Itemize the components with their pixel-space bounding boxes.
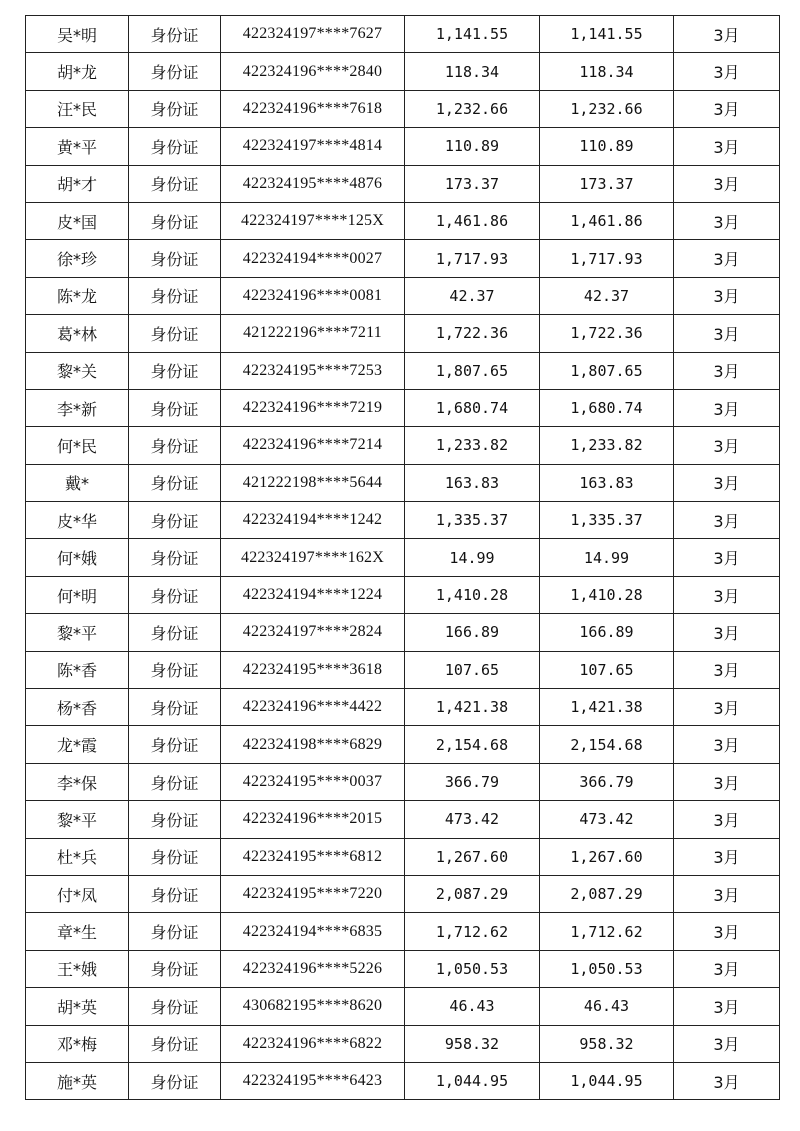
amount-paid-cell: 1,717.93 [540, 240, 674, 277]
amount-paid-cell: 958.32 [540, 1025, 674, 1062]
id-number-cell: 422324196****7214 [221, 427, 405, 464]
month-cell: 3月 [674, 502, 780, 539]
id-number-cell: 430682195****8620 [221, 988, 405, 1025]
id-number-cell: 422324196****2015 [221, 801, 405, 838]
amount-cell: 1,335.37 [405, 502, 540, 539]
table-row [26, 614, 780, 651]
id-number-cell: 422324195****7253 [221, 352, 405, 389]
id-type-cell: 身份证 [129, 315, 221, 352]
amount-paid-cell: 1,807.65 [540, 352, 674, 389]
id-number-cell: 422324196****2840 [221, 53, 405, 90]
month-cell: 3月 [674, 53, 780, 90]
name-cell: 李*新 [26, 389, 129, 426]
amount-cell: 1,461.86 [405, 202, 540, 239]
name-cell: 施*英 [26, 1062, 129, 1099]
id-type-cell: 身份证 [129, 427, 221, 464]
id-type-cell: 身份证 [129, 53, 221, 90]
table-row [26, 539, 780, 576]
payment-table [25, 15, 780, 1100]
amount-cell: 1,233.82 [405, 427, 540, 464]
id-type-cell: 身份证 [129, 988, 221, 1025]
name-cell: 皮*国 [26, 202, 129, 239]
amount-paid-cell: 107.65 [540, 651, 674, 688]
amount-paid-cell: 1,410.28 [540, 576, 674, 613]
amount-cell: 163.83 [405, 464, 540, 501]
name-cell: 黎*关 [26, 352, 129, 389]
name-cell: 杨*香 [26, 689, 129, 726]
amount-paid-cell: 2,154.68 [540, 726, 674, 763]
amount-paid-cell: 1,233.82 [540, 427, 674, 464]
name-cell: 徐*珍 [26, 240, 129, 277]
table-row [26, 389, 780, 426]
month-cell: 3月 [674, 427, 780, 464]
id-number-cell: 422324197****4814 [221, 128, 405, 165]
amount-cell: 1,807.65 [405, 352, 540, 389]
amount-cell: 473.42 [405, 801, 540, 838]
amount-paid-cell: 1,232.66 [540, 90, 674, 127]
amount-cell: 366.79 [405, 763, 540, 800]
amount-paid-cell: 1,461.86 [540, 202, 674, 239]
amount-cell: 1,050.53 [405, 950, 540, 987]
id-type-cell: 身份证 [129, 801, 221, 838]
amount-paid-cell: 2,087.29 [540, 875, 674, 912]
month-cell: 3月 [674, 539, 780, 576]
amount-paid-cell: 473.42 [540, 801, 674, 838]
id-type-cell: 身份证 [129, 651, 221, 688]
amount-cell: 107.65 [405, 651, 540, 688]
amount-cell: 42.37 [405, 277, 540, 314]
id-type-cell: 身份证 [129, 875, 221, 912]
amount-cell: 958.32 [405, 1025, 540, 1062]
month-cell: 3月 [674, 16, 780, 53]
amount-cell: 1,717.93 [405, 240, 540, 277]
month-cell: 3月 [674, 801, 780, 838]
name-cell: 陈*龙 [26, 277, 129, 314]
name-cell: 何*明 [26, 576, 129, 613]
id-type-cell: 身份证 [129, 165, 221, 202]
id-type-cell: 身份证 [129, 389, 221, 426]
month-cell: 3月 [674, 875, 780, 912]
id-type-cell: 身份证 [129, 502, 221, 539]
amount-cell: 2,154.68 [405, 726, 540, 763]
name-cell: 胡*英 [26, 988, 129, 1025]
amount-cell: 1,141.55 [405, 16, 540, 53]
name-cell: 李*保 [26, 763, 129, 800]
amount-paid-cell: 110.89 [540, 128, 674, 165]
id-number-cell: 422324196****6822 [221, 1025, 405, 1062]
amount-paid-cell: 1,421.38 [540, 689, 674, 726]
name-cell: 龙*霞 [26, 726, 129, 763]
id-number-cell: 422324196****5226 [221, 950, 405, 987]
id-number-cell: 422324195****6812 [221, 838, 405, 875]
id-type-cell: 身份证 [129, 352, 221, 389]
table-row [26, 838, 780, 875]
month-cell: 3月 [674, 763, 780, 800]
table-row [26, 1025, 780, 1062]
id-type-cell: 身份证 [129, 90, 221, 127]
month-cell: 3月 [674, 988, 780, 1025]
amount-cell: 2,087.29 [405, 875, 540, 912]
name-cell: 王*娥 [26, 950, 129, 987]
month-cell: 3月 [674, 165, 780, 202]
month-cell: 3月 [674, 202, 780, 239]
amount-cell: 173.37 [405, 165, 540, 202]
table-row [26, 352, 780, 389]
id-type-cell: 身份证 [129, 128, 221, 165]
id-type-cell: 身份证 [129, 726, 221, 763]
table-row [26, 1062, 780, 1099]
table-row [26, 988, 780, 1025]
id-type-cell: 身份证 [129, 913, 221, 950]
id-number-cell: 422324195****3618 [221, 651, 405, 688]
amount-paid-cell: 166.89 [540, 614, 674, 651]
table-row [26, 464, 780, 501]
id-type-cell: 身份证 [129, 539, 221, 576]
amount-paid-cell: 1,712.62 [540, 913, 674, 950]
id-number-cell: 422324195****6423 [221, 1062, 405, 1099]
month-cell: 3月 [674, 576, 780, 613]
table-row [26, 950, 780, 987]
month-cell: 3月 [674, 128, 780, 165]
amount-cell: 1,267.60 [405, 838, 540, 875]
id-number-cell: 422324196****4422 [221, 689, 405, 726]
name-cell: 邓*梅 [26, 1025, 129, 1062]
name-cell: 葛*林 [26, 315, 129, 352]
table-row [26, 128, 780, 165]
id-number-cell: 422324194****1224 [221, 576, 405, 613]
month-cell: 3月 [674, 689, 780, 726]
amount-paid-cell: 1,050.53 [540, 950, 674, 987]
table-row [26, 90, 780, 127]
month-cell: 3月 [674, 614, 780, 651]
id-number-cell: 422324197****2824 [221, 614, 405, 651]
id-number-cell: 422324196****7219 [221, 389, 405, 426]
name-cell: 黎*平 [26, 614, 129, 651]
month-cell: 3月 [674, 651, 780, 688]
id-type-cell: 身份证 [129, 689, 221, 726]
amount-paid-cell: 1,680.74 [540, 389, 674, 426]
month-cell: 3月 [674, 352, 780, 389]
id-type-cell: 身份证 [129, 1025, 221, 1062]
amount-paid-cell: 1,141.55 [540, 16, 674, 53]
id-number-cell: 422324194****0027 [221, 240, 405, 277]
amount-cell: 46.43 [405, 988, 540, 1025]
payment-table-body [26, 16, 780, 1100]
name-cell: 杜*兵 [26, 838, 129, 875]
table-row [26, 202, 780, 239]
amount-cell: 1,722.36 [405, 315, 540, 352]
id-type-cell: 身份证 [129, 576, 221, 613]
name-cell: 胡*才 [26, 165, 129, 202]
table-row [26, 240, 780, 277]
name-cell: 何*民 [26, 427, 129, 464]
month-cell: 3月 [674, 838, 780, 875]
amount-paid-cell: 366.79 [540, 763, 674, 800]
month-cell: 3月 [674, 726, 780, 763]
month-cell: 3月 [674, 389, 780, 426]
table-row [26, 689, 780, 726]
amount-cell: 1,410.28 [405, 576, 540, 613]
amount-paid-cell: 1,267.60 [540, 838, 674, 875]
id-type-cell: 身份证 [129, 614, 221, 651]
id-number-cell: 422324195****4876 [221, 165, 405, 202]
id-number-cell: 422324195****0037 [221, 763, 405, 800]
amount-cell: 1,421.38 [405, 689, 540, 726]
table-row [26, 875, 780, 912]
id-number-cell: 422324197****162X [221, 539, 405, 576]
id-number-cell: 422324196****0081 [221, 277, 405, 314]
amount-paid-cell: 118.34 [540, 53, 674, 90]
table-row [26, 651, 780, 688]
id-type-cell: 身份证 [129, 763, 221, 800]
table-row [26, 53, 780, 90]
table-row [26, 801, 780, 838]
amount-paid-cell: 1,044.95 [540, 1062, 674, 1099]
id-number-cell: 422324197****125X [221, 202, 405, 239]
amount-paid-cell: 42.37 [540, 277, 674, 314]
table-row [26, 726, 780, 763]
table-row [26, 576, 780, 613]
amount-paid-cell: 163.83 [540, 464, 674, 501]
name-cell: 汪*民 [26, 90, 129, 127]
table-row [26, 277, 780, 314]
id-type-cell: 身份证 [129, 950, 221, 987]
id-type-cell: 身份证 [129, 16, 221, 53]
name-cell: 皮*华 [26, 502, 129, 539]
id-number-cell: 422324196****7618 [221, 90, 405, 127]
id-type-cell: 身份证 [129, 240, 221, 277]
table-row [26, 763, 780, 800]
month-cell: 3月 [674, 464, 780, 501]
amount-cell: 1,044.95 [405, 1062, 540, 1099]
id-number-cell: 421222198****5644 [221, 464, 405, 501]
month-cell: 3月 [674, 1025, 780, 1062]
name-cell: 胡*龙 [26, 53, 129, 90]
id-number-cell: 422324194****6835 [221, 913, 405, 950]
month-cell: 3月 [674, 315, 780, 352]
amount-cell: 1,232.66 [405, 90, 540, 127]
name-cell: 吴*明 [26, 16, 129, 53]
id-number-cell: 422324195****7220 [221, 875, 405, 912]
name-cell: 戴* [26, 464, 129, 501]
name-cell: 黄*平 [26, 128, 129, 165]
amount-paid-cell: 1,335.37 [540, 502, 674, 539]
id-number-cell: 422324198****6829 [221, 726, 405, 763]
id-number-cell: 422324194****1242 [221, 502, 405, 539]
table-row [26, 502, 780, 539]
amount-paid-cell: 1,722.36 [540, 315, 674, 352]
name-cell: 章*生 [26, 913, 129, 950]
month-cell: 3月 [674, 277, 780, 314]
amount-cell: 110.89 [405, 128, 540, 165]
table-row [26, 315, 780, 352]
amount-cell: 1,680.74 [405, 389, 540, 426]
name-cell: 黎*平 [26, 801, 129, 838]
table-row [26, 16, 780, 53]
id-type-cell: 身份证 [129, 1062, 221, 1099]
month-cell: 3月 [674, 240, 780, 277]
amount-cell: 166.89 [405, 614, 540, 651]
table-row [26, 427, 780, 464]
month-cell: 3月 [674, 950, 780, 987]
amount-cell: 14.99 [405, 539, 540, 576]
amount-cell: 118.34 [405, 53, 540, 90]
month-cell: 3月 [674, 913, 780, 950]
month-cell: 3月 [674, 90, 780, 127]
table-row [26, 913, 780, 950]
amount-cell: 1,712.62 [405, 913, 540, 950]
id-type-cell: 身份证 [129, 202, 221, 239]
amount-paid-cell: 173.37 [540, 165, 674, 202]
id-number-cell: 422324197****7627 [221, 16, 405, 53]
name-cell: 何*娥 [26, 539, 129, 576]
table-row [26, 165, 780, 202]
id-type-cell: 身份证 [129, 464, 221, 501]
name-cell: 付*凤 [26, 875, 129, 912]
name-cell: 陈*香 [26, 651, 129, 688]
month-cell: 3月 [674, 1062, 780, 1099]
id-number-cell: 421222196****7211 [221, 315, 405, 352]
id-type-cell: 身份证 [129, 277, 221, 314]
id-type-cell: 身份证 [129, 838, 221, 875]
amount-paid-cell: 14.99 [540, 539, 674, 576]
amount-paid-cell: 46.43 [540, 988, 674, 1025]
